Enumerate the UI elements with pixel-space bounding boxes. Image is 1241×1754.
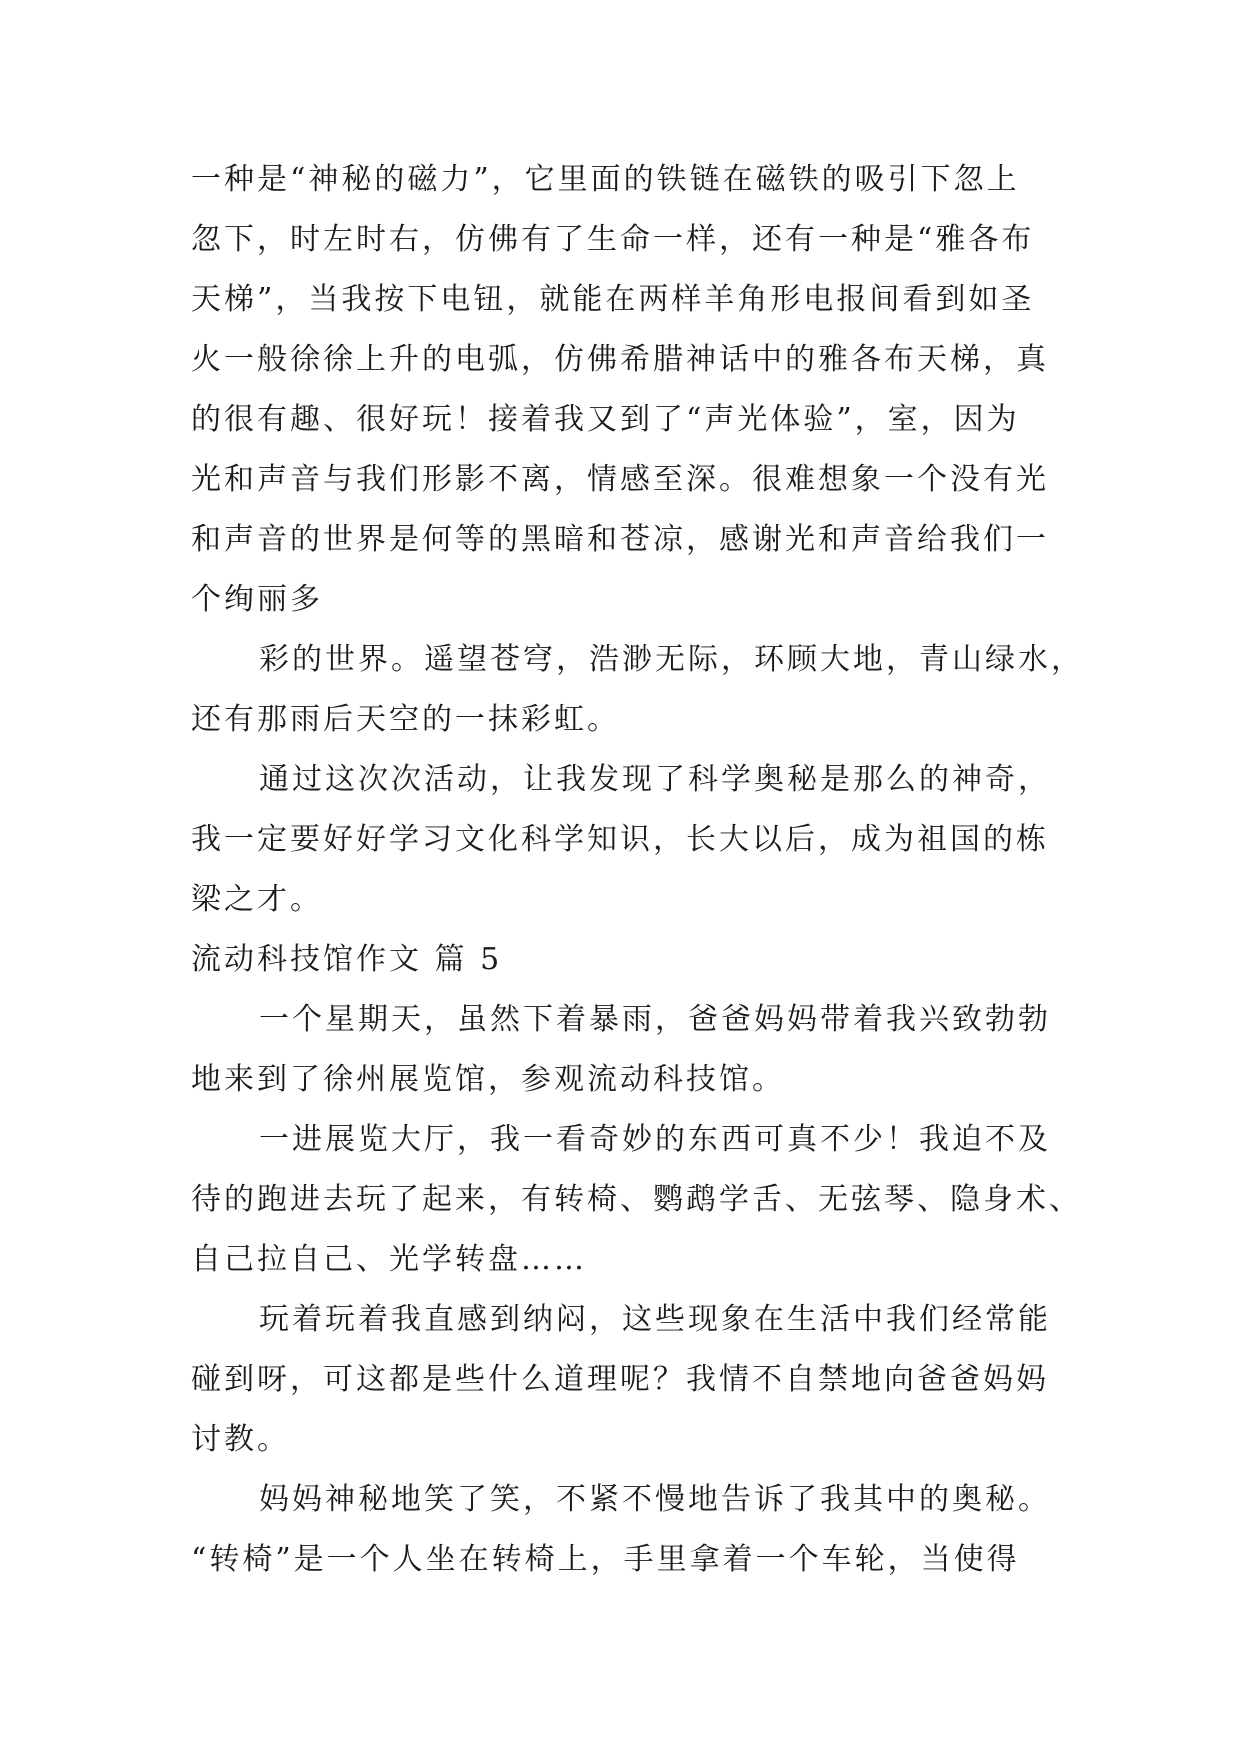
text-line: “转椅”是一个人坐在转椅上，手里拿着一个车轮，当使得 [191, 1542, 1020, 1577]
paragraph-first-line: 玩着玩着我直感到纳闷，这些现象在生活中我们经常能 [259, 1302, 1051, 1337]
text-line: 的很有趣、很好玩！接着我又到了“声光体验”，室，因为 [191, 402, 1020, 437]
text-line: 碰到呀，可这都是些什么道理呢？我情不自禁地向爸爸妈妈 [191, 1362, 1049, 1397]
text-line: 光和声音与我们形影不离，情感至深。很难想象一个没有光 [191, 462, 1049, 497]
paragraph-first-line: 一进展览大厅，我一看奇妙的东西可真不少！我迫不及 [259, 1122, 1051, 1157]
paragraph-first-line: 一个星期天，虽然下着暴雨，爸爸妈妈带着我兴致勃勃 [259, 1002, 1051, 1037]
text-line: 一种是“神秘的磁力”，它里面的铁链在磁铁的吸引下忽上 [191, 162, 1020, 197]
text-line: 梁之才。 [191, 882, 323, 917]
paragraph-first-line: 通过这次次活动，让我发现了科学奥秘是那么的神奇， [259, 762, 1051, 797]
text-line: 还有那雨后天空的一抹彩虹。 [191, 702, 620, 737]
text-line: 自己拉自己、光学转盘…… [191, 1242, 587, 1277]
section-heading: 流动科技馆作文 篇 5 [191, 942, 503, 977]
text-line: 我一定要好好学习文化科学知识，长大以后，成为祖国的栋 [191, 822, 1049, 857]
text-line: 讨教。 [191, 1422, 290, 1457]
text-line: 火一般徐徐上升的电弧，仿佛希腊神话中的雅各布天梯，真 [191, 342, 1049, 377]
text-line: 和声音的世界是何等的黑暗和苍凉，感谢光和声音给我们一 [191, 522, 1049, 557]
paragraph-first-line: 妈妈神秘地笑了笑，不紧不慢地告诉了我其中的奥秘。 [259, 1482, 1051, 1517]
text-line: 忽下，时左时右，仿佛有了生命一样，还有一种是“雅各布 [191, 222, 1035, 257]
text-line: 待的跑进去玩了起来，有转椅、鹦鹉学舌、无弦琴、隐身术、 [191, 1182, 1082, 1217]
text-line: 地来到了徐州展览馆，参观流动科技馆。 [191, 1062, 785, 1097]
text-line: 天梯”，当我按下电钮，就能在两样羊角形电报间看到如圣 [191, 282, 1035, 317]
paragraph-first-line: 彩的世界。遥望苍穹，浩渺无际，环顾大地，青山绿水， [259, 642, 1084, 677]
text-line: 个绚丽多 [191, 582, 323, 617]
